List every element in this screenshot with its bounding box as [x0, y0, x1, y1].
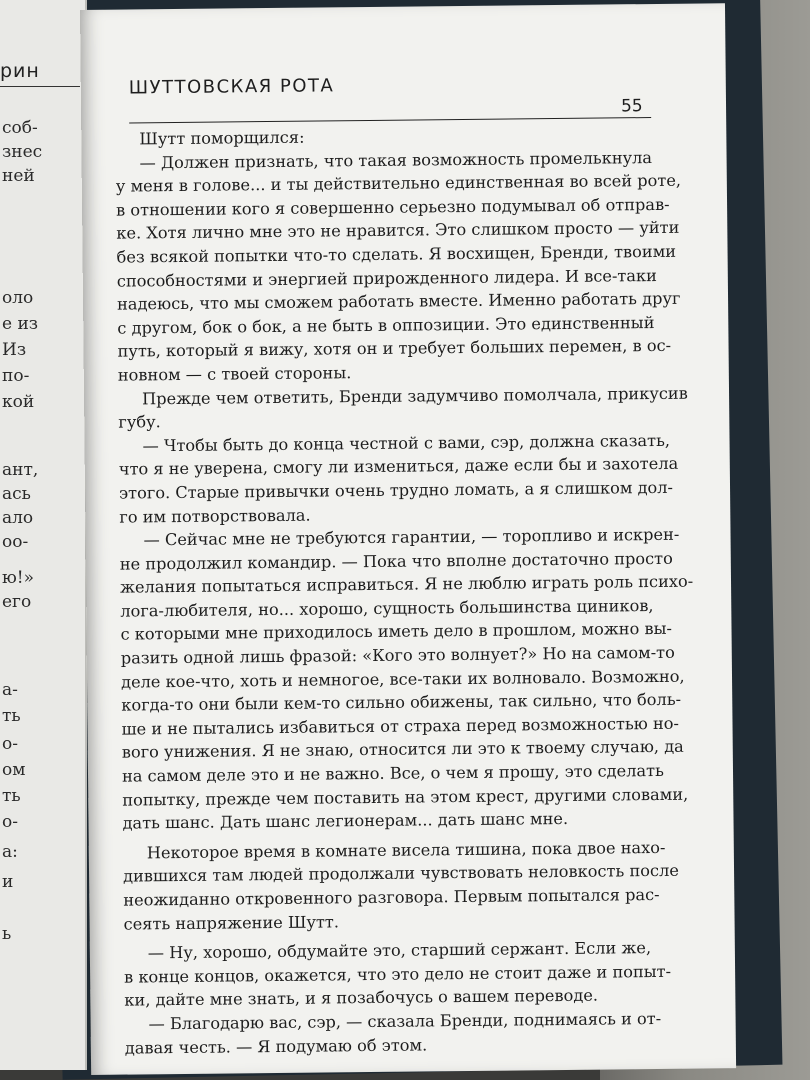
left-fragment: его [2, 592, 32, 612]
text-line: когда-то они были кем-то сильно обижены, так сильно, что боль- [121, 689, 682, 715]
running-head: ШУТТОВСКАЯ РОТА [128, 75, 335, 99]
left-page [0, 0, 87, 1070]
left-fragment: ю!» [2, 568, 35, 588]
left-fragment: ом [2, 760, 26, 780]
text-line: Некоторое время в комнате висела тишина, пока двое нахо- [146, 837, 666, 863]
left-fragment: оло [2, 288, 34, 308]
left-fragment: о- [2, 812, 18, 832]
text-line: — Должен признать, что такая возможность промелькнула [139, 147, 653, 172]
left-fragment: ней [2, 166, 35, 186]
text-line: новном — с твоей стороны. [117, 363, 352, 385]
text-line: дившихся там людей продолжали чувствовать неловкость после [122, 861, 679, 887]
text-line: — Благодарю вас, сэр, — сказала Бренди, поднимаясь и от- [148, 1008, 662, 1034]
text-line: в отношении кого я совершенно серьезно подумывал об отправ- [115, 194, 670, 220]
text-line: деле кое-что, хоть и немногое, все-таки их волновало. Возможно, [120, 666, 685, 692]
text-line: сеять напряжение Шутт. [123, 911, 340, 934]
text-line: лога-любителя, но... хорошо, сущность большинства циников, [120, 595, 654, 621]
text-line: — Ну, хорошо, обдумайте это, старший сержант. Если же, [147, 938, 652, 963]
text-line: разить одной лишь фразой: «Кого это волнует?» Но на самом-то [120, 642, 675, 668]
page-number: 55 [620, 96, 643, 117]
left-fragment: о- [2, 734, 18, 754]
left-fragment: ть [2, 706, 21, 726]
left-fragment: е из [2, 314, 39, 334]
text-line: надеюсь, что мы сможем работать вместе. Именно работать друг [116, 288, 681, 314]
left-fragment: Из [2, 340, 27, 360]
left-fragment: ант, [2, 460, 39, 480]
text-line: губу. [118, 412, 161, 432]
text-line: путь, который я вижу, хотя он и требует больших перемен, в ос- [117, 336, 672, 361]
text-line: этого. Старые привычки очень трудно ломать, а я слишком дол- [118, 477, 674, 503]
left-fragment: кой [2, 392, 35, 412]
text-line: желания попытаться исправиться. Я не люблю играть роль психо- [119, 571, 694, 597]
text-line: — Чтобы быть до конца честной с вами, сэр, должна сказать, [142, 430, 671, 456]
text-line: на самом деле это и не важно. Все, о чем я прошу, это сделать [121, 760, 664, 786]
text-line: ки, дайте мне знать, и я позабочусь о вашем переводе. [124, 986, 599, 1010]
left-fragment: а: [2, 842, 18, 862]
left-fragment: ало [2, 508, 34, 528]
left-fragment: оо- [2, 532, 29, 552]
text-line: давая честь. — Я подумаю об этом. [124, 1034, 428, 1058]
right-page [80, 3, 736, 1075]
text-line: попытку, прежде чем поставить на этом крест, другими словами, [122, 784, 689, 810]
body-text [115, 122, 694, 1060]
text-line: с другом, бок о бок, а не быть в оппозиции. Это единственный [117, 312, 655, 338]
text-line: неожиданно откровенного разговора. Первым попытался рас- [123, 884, 660, 910]
text-line: Шутт поморщился: [139, 127, 305, 149]
left-fragment: а- [2, 680, 18, 700]
left-head-rule [0, 86, 80, 87]
text-line: не продолжил командир. — Пока что вполне достаточно просто [119, 548, 673, 574]
left-fragment: ась [2, 484, 31, 504]
text-line: способностями и энергией прирожденного лидера. И все-таки [116, 265, 657, 291]
left-fragment: и [2, 872, 14, 892]
text-line: вого унижения. Я не знаю, относится ли это к твоему случаю, да [121, 737, 684, 763]
left-fragment: ть [2, 786, 21, 806]
left-fragment: соб- [2, 118, 38, 138]
left-fragment: знес [2, 142, 43, 162]
text-line: в конце концов, окажется, что это дело не стоит даже и попыт- [124, 961, 672, 987]
text-line: без всякой попытки что-то сделать. Я восхищен, Бренди, твоими [116, 241, 677, 267]
left-running-head: рин [0, 60, 40, 82]
text-line: у меня в голове... и ты действительно единственная во всей роте, [115, 170, 682, 196]
left-fragment: по- [2, 366, 30, 386]
text-line: с которыми мне приходилось иметь дело в прошлом, можно вы- [120, 619, 672, 645]
text-line: Прежде чем ответить, Бренди задумчиво помолчала, прикусив [141, 383, 688, 408]
text-line: го им потворствовала. [119, 505, 311, 527]
text-line: — Сейчас мне не требуются гарантии, — торопливо и искрен- [143, 524, 680, 550]
text-line: что я не уверена, смогу ли измениться, даже если бы и захотела [118, 454, 679, 479]
text-line: дать шанс. Дать шанс легионерам... дать шанс мне. [122, 809, 569, 833]
text-line: ше и не пытались избавиться от страха перед возможностью но- [121, 713, 680, 739]
text-line: ке. Хотя лично мне это не нравится. Это слишком просто — уйти [116, 218, 680, 244]
left-fragment: ь [2, 924, 12, 944]
